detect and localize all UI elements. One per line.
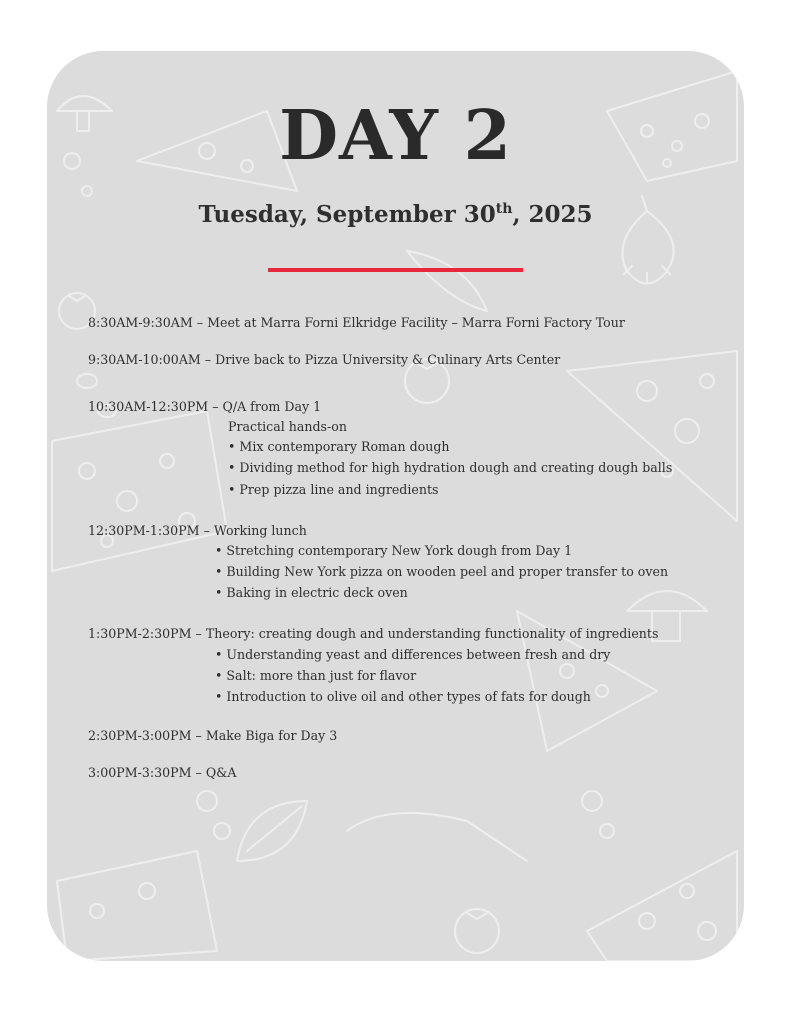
schedule-item-theory: 1:30PM-2:30PM – Theory: creating dough and understanding functionality of ingredients (88, 626, 659, 641)
date-year: , 2025 (512, 201, 593, 228)
event-date (47, 199, 744, 231)
schedule-item-working-lunch: 12:30PM-1:30PM – Working lunch (88, 523, 307, 538)
schedule-item-factory-tour: 8:30AM-9:30AM – Meet at Marra Forni Elkridge Facility – Marra Forni Factory Tour (88, 315, 625, 330)
accent-divider (268, 268, 523, 272)
schedule-item-drive-back: 9:30AM-10:00AM – Drive back to Pizza University & Culinary Arts Center (88, 352, 561, 367)
schedule-bullet: • Dividing method for high hydration dough and creating dough balls (228, 460, 673, 475)
page-title: DAY 2 (279, 96, 512, 176)
schedule-bullet: • Salt: more than just for flavor (215, 668, 417, 683)
schedule-bullet: • Introduction to olive oil and other types of fats for dough (215, 689, 591, 704)
schedule-item-final-qa: 3:00PM-3:30PM – Q&A (88, 765, 237, 780)
schedule-bullet: • Understanding yeast and differences between fresh and dry (215, 647, 611, 662)
food-doodle-background (47, 51, 744, 961)
schedule-item-qa-day1: 10:30AM-12:30PM – Q/A from Day 1 (88, 399, 322, 414)
schedule-bullet: • Building New York pizza on wooden peel and proper transfer to oven (215, 564, 669, 579)
schedule-bullet: • Mix contemporary Roman dough (228, 439, 450, 454)
schedule-item-make-biga: 2:30PM-3:00PM – Make Biga for Day 3 (88, 728, 338, 743)
schedule-subheading: Practical hands-on (228, 419, 347, 434)
date-ordinal-suffix: th (495, 201, 513, 217)
schedule-bullet: • Prep pizza line and ingredients (228, 482, 439, 497)
agenda-card (47, 51, 744, 961)
schedule-bullet: • Baking in electric deck oven (215, 585, 408, 600)
date-main: Tuesday, September 30 (198, 201, 496, 228)
schedule-bullet: • Stretching contemporary New York dough from Day 1 (215, 543, 573, 558)
